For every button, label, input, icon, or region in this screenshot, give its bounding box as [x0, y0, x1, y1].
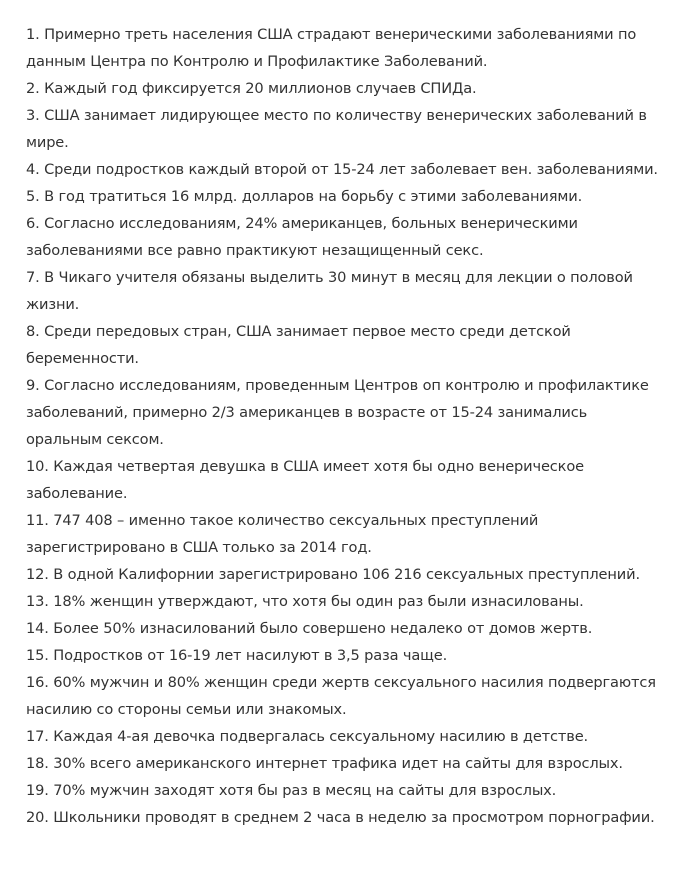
list-item: 10. Каждая четвертая девушка в США имеет хотя бы одно венерическое заболевание.: [26, 458, 584, 502]
list-item: 8. Среди передовых стран, США занимает первое место среди детской беременности.: [26, 323, 571, 367]
list-item: 13. 18% женщин утверждают, что хотя бы один раз были изнасилованы.: [26, 593, 584, 610]
list-item: 12. В одной Калифорнии зарегистрировано 106 216 сексуальных преступлений.: [26, 566, 640, 583]
list-item: 18. 30% всего американского интернет трафика идет на сайты для взрослых.: [26, 755, 623, 772]
list-item: 16. 60% мужчин и 80% женщин среди жертв сексуального насилия подвергаются насилию со стороны семьи или знакомых.: [26, 674, 656, 718]
list-item: 11. 747 408 – именно такое количество сексуальных преступлений зарегистрировано в США только за 2014 год.: [26, 512, 539, 556]
list-item: 4. Среди подростков каждый второй от 15-24 лет заболевает вен. заболеваниями.: [26, 161, 658, 178]
list-item: 3. США занимает лидирующее место по количеству венерических заболеваний в мире.: [26, 107, 647, 151]
list-item: 15. Подростков от 16-19 лет насилуют в 3,5 раза чаще.: [26, 647, 448, 664]
document-body: [26, 21, 666, 831]
list-item: 9. Согласно исследованиям, проведенным Центров оп контролю и профилактике заболеваний, примерно 2/3 американцев в возрасте от 15-24 занимались оральным сексом.: [26, 377, 649, 448]
list-item: 1. Примерно треть населения США страдают венерическими заболеваниями по данным Центра по Контролю и Профилактике Заболеваний.: [26, 26, 637, 70]
list-item: 20. Школьники проводят в среднем 2 часа в неделю за просмотром порнографии.: [26, 809, 655, 826]
list-item: 17. Каждая 4-ая девочка подвергалась сексуальному насилию в детстве.: [26, 728, 589, 745]
list-item: 6. Согласно исследованиям, 24% американцев, больных венерическими заболеваниями все равно практикуют незащищенный секс.: [26, 215, 578, 259]
list-item: 14. Более 50% изнасилований было совершено недалеко от домов жертв.: [26, 620, 593, 637]
list-item: 7. В Чикаго учителя обязаны выделить 30 минут в месяц для лекции о половой жизни.: [26, 269, 633, 313]
list-item: 2. Каждый год фиксируется 20 миллионов случаев СПИДа.: [26, 80, 477, 97]
list-item: 19. 70% мужчин заходят хотя бы раз в месяц на сайты для взрослых.: [26, 782, 557, 799]
list-item: 5. В год тратиться 16 млрд. долларов на борьбу с этими заболеваниями.: [26, 188, 583, 205]
